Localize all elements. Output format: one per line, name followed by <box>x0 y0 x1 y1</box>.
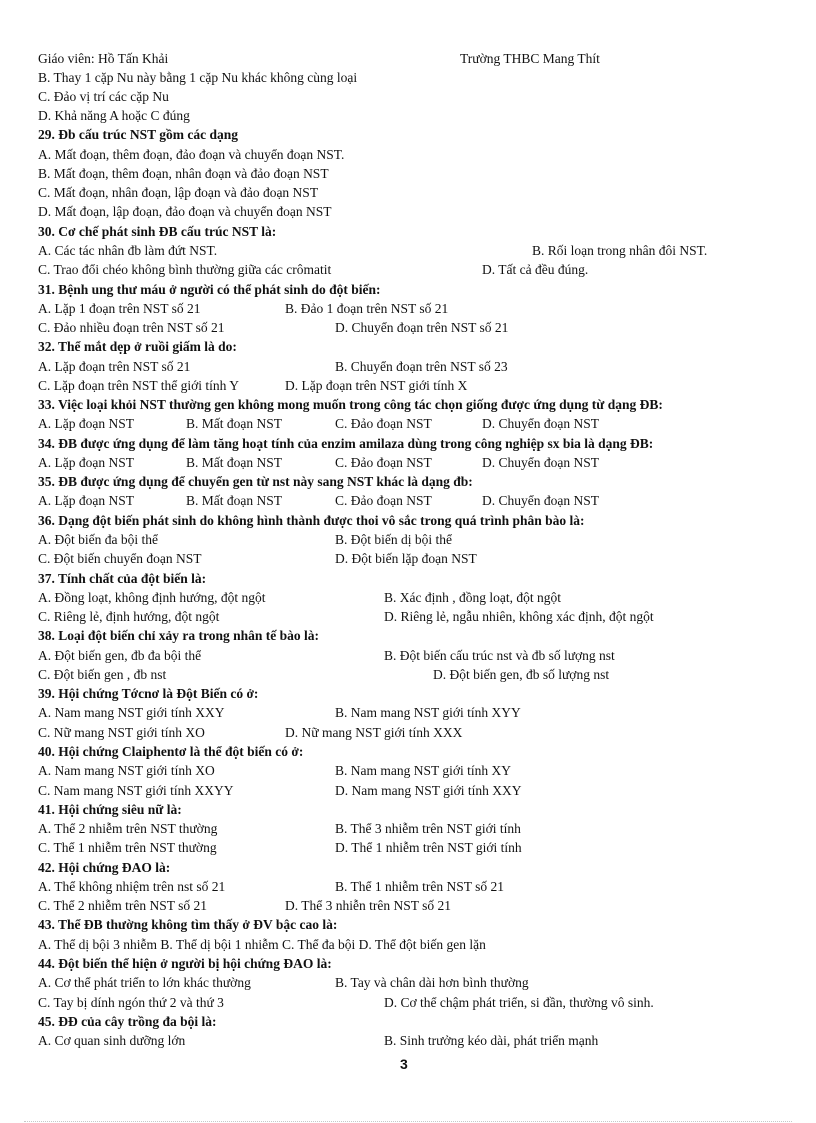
answer-option: D. Nữ mang NST giới tính XXX <box>285 724 463 740</box>
answer-option: D. Mất đoạn, lập đoạn, đảo đoạn và chuyển đoạn NST <box>38 204 332 220</box>
answer-option: A. Đồng loạt, không định hướng, đột ngột <box>38 589 266 605</box>
answer-option: C. Đột biến gen , đb nst <box>38 666 167 682</box>
question-text: 45. ĐĐ của cây trồng đa bội là: <box>38 1013 217 1029</box>
question-text: 40. Hội chứng Claiphentơ là thể đột biến có ở: <box>38 743 304 759</box>
question-text: 31. Bệnh ung thư máu ở người có thể phát sinh do đột biến: <box>38 281 381 297</box>
teacher-name: Giáo viên: Hồ Tấn Khải <box>38 51 169 66</box>
question-text: 37. Tính chất của đột biến là: <box>38 570 207 586</box>
question-text: 38. Loại đột biến chỉ xảy ra trong nhân tế bào là: <box>38 628 320 644</box>
question-text: 36. Dạng đột biến phát sinh do không hình thành được thoi vô sắc trong quá trình phân bào là: <box>38 512 585 528</box>
answer-option: C. Đột biến chuyển đoạn NST <box>38 551 202 567</box>
question-text: 33. Việc loại khỏi NST thường gen không mong muốn trong công tác chọn giống được ứng dụng từ dạng ĐB: <box>38 397 663 413</box>
answer-option: B. Đột biến cấu trúc nst và đb số lượng nst <box>384 647 615 663</box>
answer-option: A. Các tác nhân đb làm đứt NST. <box>38 242 218 258</box>
answer-option: A. Lặp đoạn NST <box>38 454 134 470</box>
answer-option: A. Đột biến gen, đb đa bội thể <box>38 647 202 663</box>
question-text: 39. Hội chứng Tớcnơ là Đột Biến có ở: <box>38 686 259 702</box>
question-text: 35. ĐB được ứng dụng để chuyển gen từ nst này sang NST khác là dạng đb: <box>38 474 473 490</box>
answer-option: B. Mất đoạn, thêm đoạn, nhân đoạn và đảo đoạn NST <box>38 165 329 181</box>
answer-option: C. Thể 1 nhiễm trên NST thường <box>38 840 217 856</box>
answer-option: B. Nam mang NST giới tính XYY <box>335 705 521 721</box>
answer-option: A. Lặp đoạn NST <box>38 493 134 509</box>
answer-option: D. Lặp đoạn trên NST giới tính X <box>285 377 468 393</box>
answer-option: B. Đột biến dị bội thể <box>335 532 452 547</box>
answer-option: C. Nam mang NST giới tính XXYY <box>38 782 234 798</box>
answer-option: B. Tay và chân dài hơn bình thường <box>335 975 529 991</box>
question-text: 42. Hội chứng ĐAO là: <box>38 859 171 875</box>
answer-option: D. Đột biến lặp đoạn NST <box>335 551 477 567</box>
answer-option: B. Mất đoạn NST <box>186 454 282 470</box>
answer-option: A. Lặp đoạn trên NST số 21 <box>38 358 191 374</box>
answer-option: C. Riêng lẻ, định hướng, đột ngột <box>38 609 220 625</box>
answer-option: D. Thể 3 nhiễn trên NST số 21 <box>285 898 451 914</box>
answer-option: C. Tay bị dính ngón thứ 2 và thứ 3 <box>38 994 224 1010</box>
answer-option: B. Mất đoạn NST <box>186 416 282 432</box>
answer-option: A. Thể 2 nhiễm trên NST thường <box>38 821 218 836</box>
question-text: 44. Đột biến thể hiện ở người bị hội chứng ĐAO là: <box>38 955 332 971</box>
question-text: 41. Hội chứng siêu nữ là: <box>38 801 182 817</box>
answer-option: D. Cơ thể chậm phát triển, si đần, thường vô sinh. <box>384 994 654 1010</box>
answer-option: B. Nam mang NST giới tính XY <box>335 763 512 779</box>
answer-option: C. Đảo vị trí các cặp Nu <box>38 88 169 104</box>
answer-option: A. Cơ thể phát triển to lớn khác thường <box>38 975 251 991</box>
answer-option: A. Đột biến đa bội thể <box>38 532 158 547</box>
answer-option: C. Đảo đoạn NST <box>335 493 432 509</box>
answer-option: B. Mất đoạn NST <box>186 493 282 509</box>
answer-option: B. Thay 1 cặp Nu này bằng 1 cặp Nu khác không cùng loại <box>38 69 358 85</box>
answer-option: A. Lặp 1 đoạn trên NST số 21 <box>38 300 201 316</box>
answer-option: A. Thể không nhiệm trên nst số 21 <box>38 878 226 894</box>
answer-option: B. Rối loạn trong nhân đôi NST. <box>532 242 708 258</box>
answer-option: C. Đảo đoạn NST <box>335 454 432 470</box>
answer-option: D. Chuyển đoạn NST <box>482 454 599 470</box>
school-name: Trường THBC Mang Thít <box>460 51 600 66</box>
answer-option: C. Đảo nhiều đoạn trên NST số 21 <box>38 320 225 335</box>
answer-option: D. Nam mang NST giới tính XXY <box>335 782 522 798</box>
question-text: 29. Đb cấu trúc NST gồm các dạng <box>38 127 239 143</box>
answer-option: C. Trao đổi chéo không bình thường giữa các crômatit <box>38 262 332 278</box>
answer-option: C. Nữ mang NST giới tính XO <box>38 724 205 740</box>
answer-option: B. Đảo 1 đoạn trên NST số 21 <box>285 300 449 316</box>
page-number: 3 <box>400 1056 408 1072</box>
answer-option: D. Chuyển đoạn trên NST số 21 <box>335 320 509 335</box>
question-text: 34. ĐB được ứng dụng để làm tăng hoạt tính của enzim amilaza dùng trong công nghiệp sx bia là dạng ĐB: <box>38 435 654 451</box>
answer-option: B. Xác định , đồng loạt, đột ngột <box>384 589 561 605</box>
answer-option: B. Thể 3 nhiễm trên NST giới tính <box>335 821 521 836</box>
answer-option: A. Mất đoạn, thêm đoạn, đảo đoạn và chuyển đoạn NST. <box>38 146 345 162</box>
answer-option: B. Thể 1 nhiễm trên NST số 21 <box>335 878 504 894</box>
question-text: 32. Thể mắt dẹp ở ruồi giấm là do: <box>38 339 237 355</box>
answer-option: D. Riêng lẻ, ngẫu nhiên, không xác định, đột ngột <box>384 609 654 625</box>
answer-option: C. Đảo đoạn NST <box>335 416 432 432</box>
answer-option: C. Thể 2 nhiễm trên NST số 21 <box>38 898 207 914</box>
answer-option: A. Cơ quan sinh dưỡng lớn <box>38 1033 186 1048</box>
answer-option: A. Lặp đoạn NST <box>38 416 134 432</box>
answer-option: D. Chuyển đoạn NST <box>482 416 599 432</box>
question-text: 30. Cơ chế phát sinh ĐB cấu trúc NST là: <box>38 223 277 239</box>
page-bottom-border <box>24 1121 792 1122</box>
answer-option: D. Chuyển đoạn NST <box>482 493 599 509</box>
answer-option: D. Khả năng A hoặc C đúng <box>38 108 190 123</box>
answer-option: C. Lặp đoạn trên NST thể giới tính Y <box>38 377 239 393</box>
answer-option: B. Chuyển đoạn trên NST số 23 <box>335 358 508 374</box>
answer-option: D. Tất cả đều đúng. <box>482 262 589 278</box>
answer-option: C. Mất đoạn, nhân đoạn, lập đoạn và đảo đoạn NST <box>38 185 319 201</box>
answer-option: B. Sinh trưởng kéo dài, phát triển mạnh <box>384 1033 599 1048</box>
question-text: 43. Thể ĐB thường không tìm thấy ở ĐV bậc cao là: <box>38 917 338 933</box>
answer-option: A. Nam mang NST giới tính XXY <box>38 705 225 721</box>
answer-option: A. Nam mang NST giới tính XO <box>38 763 215 779</box>
answer-option: D. Đột biến gen, đb số lượng nst <box>433 666 610 682</box>
answer-option: D. Thể 1 nhiễm trên NST giới tính <box>335 840 522 856</box>
answer-option: A. Thể dị bội 3 nhiễm B. Thể dị bội 1 nhiễm C. Thể đa bội D. Thể đột biến gen lặn <box>38 936 486 952</box>
